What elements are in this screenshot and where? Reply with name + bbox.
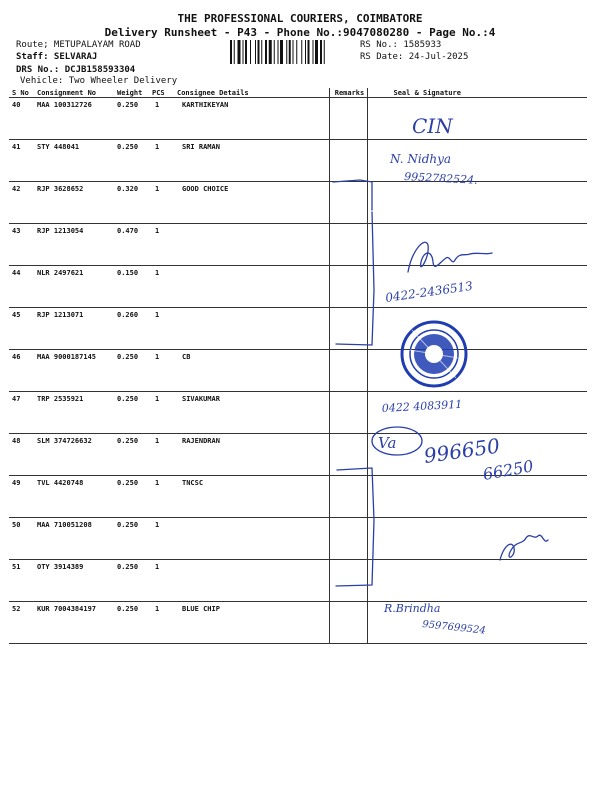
row-pcs: 1 — [149, 350, 174, 392]
row-remarks — [329, 308, 367, 350]
row-weight: 0.470 — [114, 224, 149, 266]
row-signature — [367, 476, 587, 518]
row-consignee: KARTHIKEYAN — [174, 98, 329, 140]
col-pcs: PCS — [149, 88, 174, 98]
row-sno: 47 — [9, 392, 34, 434]
row-signature — [367, 350, 587, 392]
row-consignee: BLUE CHIP — [174, 602, 329, 644]
col-signature: Seal & Signature — [367, 88, 587, 98]
table-row — [9, 602, 587, 644]
row-consignee: SIVAKUMAR — [174, 392, 329, 434]
row-remarks — [329, 266, 367, 308]
row-consignment-no: SLM 374726632 — [34, 434, 114, 476]
row-consignment-no: TRP 2535921 — [34, 392, 114, 434]
col-consignee: Consignee Details — [174, 88, 329, 98]
row-signature — [367, 560, 587, 602]
row-consignee: CB — [174, 350, 329, 392]
row-sno: 40 — [9, 98, 34, 140]
row-pcs: 1 — [149, 602, 174, 644]
row-sno: 46 — [9, 350, 34, 392]
table-row — [9, 182, 587, 224]
row-consignee — [174, 224, 329, 266]
row-consignment-no: RJP 1213054 — [34, 224, 114, 266]
row-weight: 0.250 — [114, 518, 149, 560]
row-consignment-no: MAA 710051208 — [34, 518, 114, 560]
row-weight: 0.150 — [114, 266, 149, 308]
row-signature — [367, 224, 587, 266]
row-signature — [367, 602, 587, 644]
table-row — [9, 308, 587, 350]
table-row — [9, 224, 587, 266]
signature-41-phone: 9952782524. — [403, 170, 478, 187]
row-consignee — [174, 518, 329, 560]
row-consignee — [174, 308, 329, 350]
signature-48-phone-b: 66250 — [481, 456, 535, 484]
row-sno: 41 — [9, 140, 34, 182]
company-title: THE PROFESSIONAL COURIERS, COIMBATORE — [177, 12, 423, 25]
row-consignee — [174, 560, 329, 602]
row-pcs: 1 — [149, 308, 174, 350]
signature-48-mark: Va — [378, 434, 397, 452]
row-consignment-no: TVL 4420748 — [34, 476, 114, 518]
row-pcs: 1 — [149, 518, 174, 560]
row-signature — [367, 308, 587, 350]
table-row — [9, 140, 587, 182]
signature-48-phone-a: 996650 — [422, 433, 502, 468]
row-remarks — [329, 518, 367, 560]
table-row — [9, 392, 587, 434]
row-weight: 0.250 — [114, 560, 149, 602]
col-sno: S No — [9, 88, 34, 98]
row-sno: 43 — [9, 224, 34, 266]
row-remarks — [329, 434, 367, 476]
col-weight: Weight — [114, 88, 149, 98]
row-pcs: 1 — [149, 98, 174, 140]
row-weight: 0.260 — [114, 308, 149, 350]
row-weight: 0.250 — [114, 350, 149, 392]
row-consignee: TNCSC — [174, 476, 329, 518]
row-remarks — [329, 602, 367, 644]
row-signature — [367, 518, 587, 560]
row-remarks — [329, 476, 367, 518]
row-signature — [367, 182, 587, 224]
row-weight: 0.250 — [114, 98, 149, 140]
signature-40: CIN — [412, 114, 453, 138]
row-weight: 0.250 — [114, 476, 149, 518]
signature-41-name: N. Nidhya — [390, 152, 452, 166]
signature-44-phone: 0422-2436513 — [384, 278, 474, 305]
row-sno: 48 — [9, 434, 34, 476]
table-row — [9, 350, 587, 392]
drs-number: DRS No.: DCJB158593304 — [16, 65, 136, 75]
row-signature — [367, 98, 587, 140]
row-consignment-no: MAA 9000187145 — [34, 350, 114, 392]
row-pcs: 1 — [149, 392, 174, 434]
row-remarks — [329, 140, 367, 182]
row-consignee: SRI RAMAN — [174, 140, 329, 182]
row-consignee: GOOD CHOICE — [174, 182, 329, 224]
row-pcs: 1 — [149, 476, 174, 518]
row-pcs: 1 — [149, 434, 174, 476]
row-sno: 45 — [9, 308, 34, 350]
row-signature — [367, 140, 587, 182]
table-row — [9, 560, 587, 602]
row-pcs: 1 — [149, 224, 174, 266]
signature-52-phone: 9597699524 — [421, 619, 487, 637]
row-consignment-no: STY 448041 — [34, 140, 114, 182]
row-consignment-no: KUR 7004384197 — [34, 602, 114, 644]
row-signature — [367, 392, 587, 434]
row-pcs: 1 — [149, 266, 174, 308]
row-weight: 0.250 — [114, 602, 149, 644]
row-signature — [367, 266, 587, 308]
row-remarks — [329, 98, 367, 140]
row-weight: 0.250 — [114, 392, 149, 434]
row-consignment-no: MAA 100312726 — [34, 98, 114, 140]
row-remarks — [329, 560, 367, 602]
row-sno: 42 — [9, 182, 34, 224]
row-remarks — [329, 392, 367, 434]
row-consignee: RAJENDRAN — [174, 434, 329, 476]
row-sno: 44 — [9, 266, 34, 308]
row-remarks — [329, 350, 367, 392]
rs-number: RS No.: 1585933 — [360, 40, 442, 50]
runsheet-table — [9, 88, 587, 644]
table-row — [9, 518, 587, 560]
table-row — [9, 266, 587, 308]
row-remarks — [329, 182, 367, 224]
row-remarks — [329, 224, 367, 266]
signature-52-name: R.Brindha — [384, 602, 441, 615]
row-consignment-no: NLR 2497621 — [34, 266, 114, 308]
vehicle-text: Vehicle: Two Wheeler Delivery — [20, 76, 178, 86]
row-pcs: 1 — [149, 140, 174, 182]
signature-47: 0422 4083911 — [381, 397, 463, 415]
table-row — [9, 98, 587, 140]
row-weight: 0.250 — [114, 140, 149, 182]
row-consignee — [174, 266, 329, 308]
table-row — [9, 476, 587, 518]
staff-text: Staff: SELVARAJ — [16, 52, 98, 62]
row-consignment-no: RJP 3628652 — [34, 182, 114, 224]
row-weight: 0.320 — [114, 182, 149, 224]
col-consignment: Consignment No — [34, 88, 114, 98]
rs-date: RS Date: 24-Jul-2025 — [360, 52, 469, 62]
row-pcs: 1 — [149, 560, 174, 602]
row-signature — [367, 434, 587, 476]
col-remarks: Remarks — [329, 88, 367, 98]
row-consignment-no: RJP 1213071 — [34, 308, 114, 350]
row-pcs: 1 — [149, 182, 174, 224]
table-row — [9, 434, 587, 476]
route-text: Route; METUPALAYAM ROAD — [16, 40, 141, 50]
row-sno: 50 — [9, 518, 34, 560]
table-header-row — [9, 88, 587, 98]
row-weight: 0.250 — [114, 434, 149, 476]
row-sno: 51 — [9, 560, 34, 602]
barcode — [230, 40, 354, 64]
runsheet-subtitle: Delivery Runsheet - P43 - Phone No.:9047080280 - Page No.:4 — [104, 26, 496, 39]
row-consignment-no: OTY 3914389 — [34, 560, 114, 602]
row-sno: 52 — [9, 602, 34, 644]
row-sno: 49 — [9, 476, 34, 518]
